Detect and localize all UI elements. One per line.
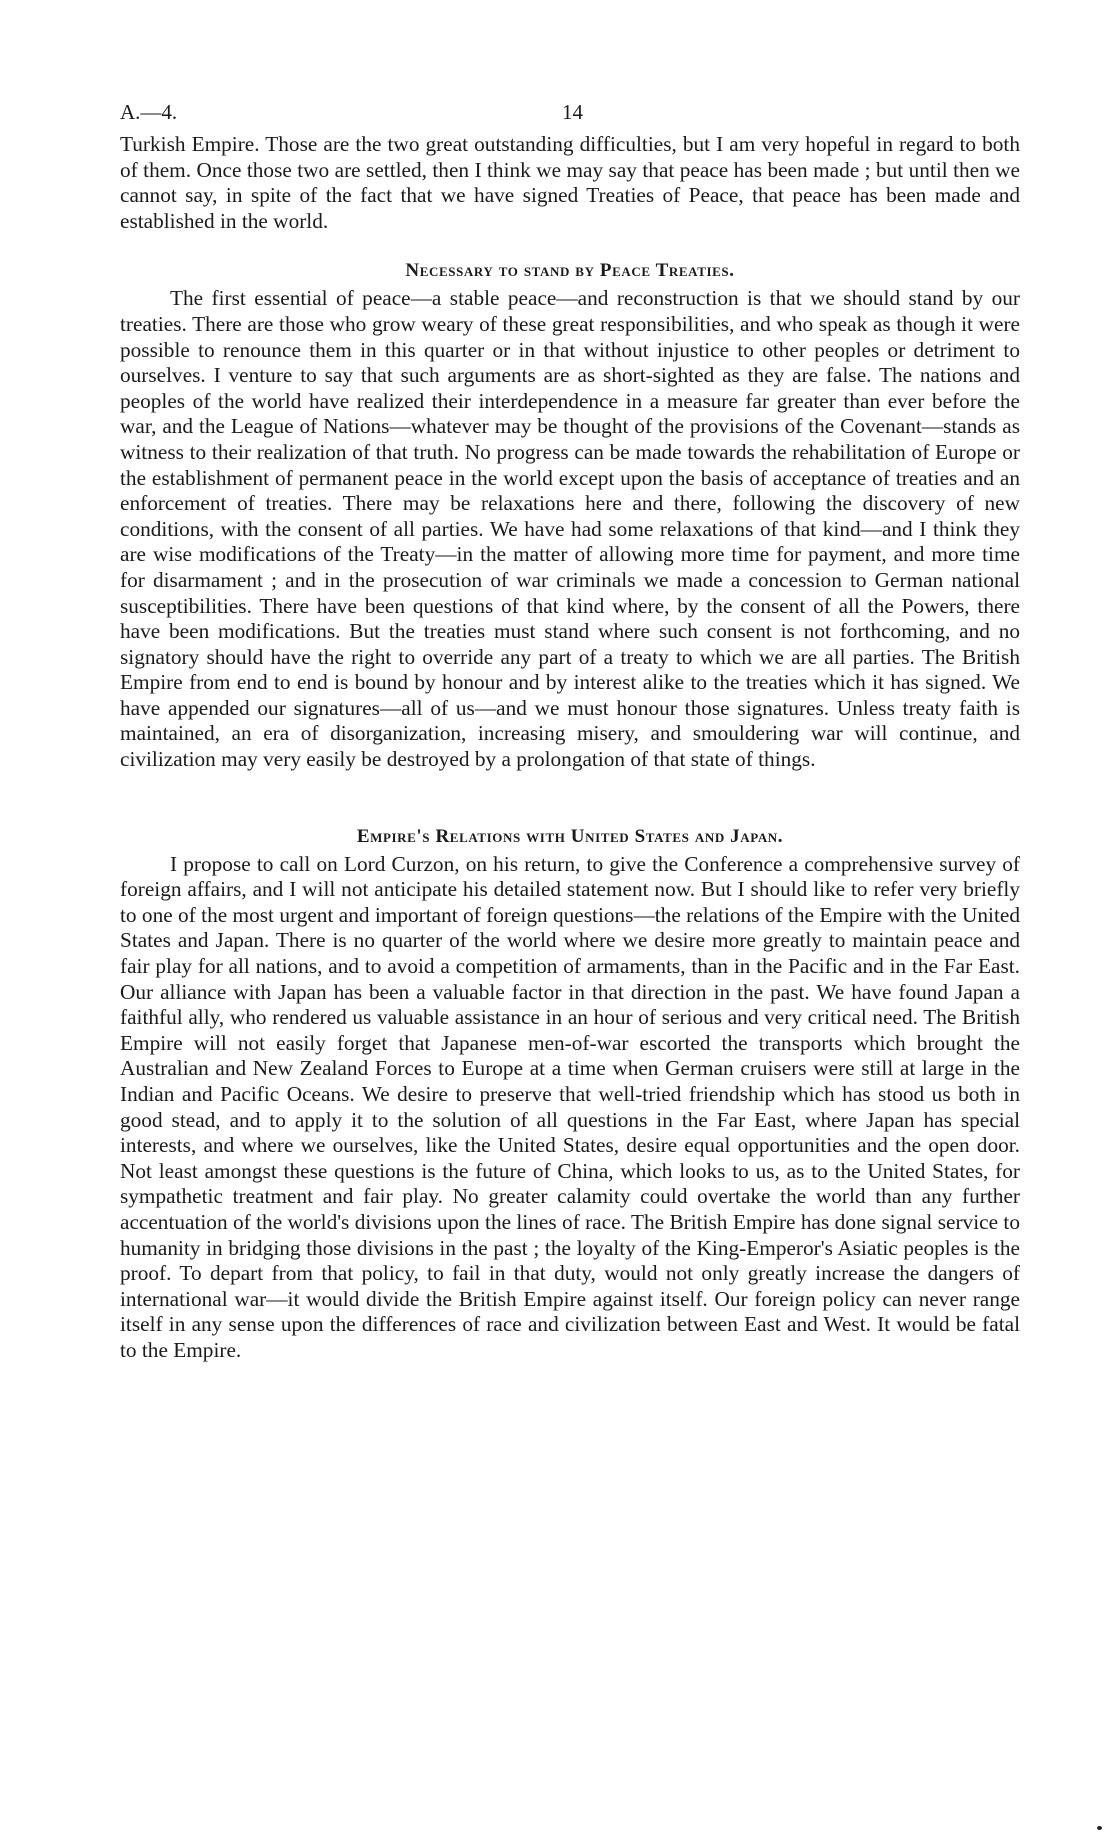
ink-speck	[1097, 1826, 1102, 1830]
section-heading-peace-treaties: Necessary to stand by Peace Treaties.	[405, 260, 735, 282]
document-reference: A.—4.	[120, 100, 178, 124]
paragraph-turkish-empire: Turkish Empire. Those are the two great outstanding difficulties, but I am very hopeful in regard to both of them. Once those two are settled, then I think we may say that peace has been made ; but until then we cannot say, in spite of the fact that we have signed Treaties of Peace, that peace has been made and established in the world.	[120, 132, 1020, 233]
document-page	[120, 100, 1020, 1364]
page-number: 14	[562, 100, 583, 124]
section-heading-us-japan: Empire's Relations with United States and Japan.	[356, 825, 784, 847]
paragraph-us-japan: I propose to call on Lord Curzon, on his return, to give the Conference a comprehensive survey of foreign affairs, and I will not anticipate his detailed statement now. But I should like to refer very briefly to one of the most urgent and important of foreign questions—the relations of the Empire with the United States and Japan. There is no quarter of the world where we desire more greatly to maintain peace and fair play for all nations, and to avoid a competition of armaments, than in the Pacific and in the Far East. Our alliance with Japan has been a valuable factor in that direction in the past. We have found Japan a faithful ally, who rendered us valuable assistance in an hour of serious and very critical need. The British Empire will not easily forget that Japanese men-of-war escorted the transports which brought the Australian and New Zealand Forces to Europe at a time when German cruisers were still at large in the Indian and Pacific Oceans. We desire to preserve that well-tried friendship which has stood us both in good stead, and to apply it to the solution of all questions in the Far East, where Japan has special interests, and where we ourselves, like the United States, desire equal opportunities and the open door. Not least amongst these questions is the future of China, which looks to us, as to the United States, for sympathetic treatment and fair play. No greater calamity could overtake the world than any further accentuation of the world's divisions upon the lines of race. The British Empire has done signal service to humanity in bridging those divisions in the past ; the loyalty of the King-Emperor's Asiatic peoples is the proof. To depart from that policy, to fail in that duty, would not only greatly increase the dangers of international war—it would divide the British Empire against itself. Our foreign policy can never range itself in any sense upon the differences of race and civilization between East and West. It would be fatal to the Empire.	[120, 851, 1020, 1362]
paragraph-peace-treaties: The first essential of peace—a stable peace—and reconstruction is that we should stand by our treaties. There are those who grow weary of these great responsibilities, and who speak as though it were possible to renounce them in this quarter or in that without injustice to other peoples or detriment to ourselves. I venture to say that such arguments are as short-sighted as they are false. The nations and peoples of the world have realized their interdependence in a measure far greater than ever before the war, and the League of Nations—whatever may be thought of the provisions of the Covenant—stands as witness to their realization of that truth. No progress can be made towards the rehabilitation of Europe or the establishment of permanent peace in the world except upon the basis of acceptance of treaties and an enforcement of treaties. There may be relaxations here and there, following the discovery of new conditions, with the consent of all parties. We have had some relaxations of that kind—and I think they are wise modifications of the Treaty—in the matter of allowing more time for payment, and more time for disarmament ; and in the prosecution of war criminals we made a concession to German national susceptibilities. There have been questions of that kind where, by the consent of all the Powers, there have been modifications. But the treaties must stand where such consent is not forthcoming, and no signatory should have the right to override any part of a treaty to which we are all parties. The British Empire from end to end is bound by honour and by interest alike to the treaties which it has signed. We have appended our signatures—all of us—and we must honour those signatures. Unless treaty faith is maintained, an era of disorganization, increasing misery, and smouldering war will continue, and civilization may very easily be destroyed by a prolongation of that state of things.	[120, 286, 1020, 772]
page-header	[120, 100, 1020, 132]
